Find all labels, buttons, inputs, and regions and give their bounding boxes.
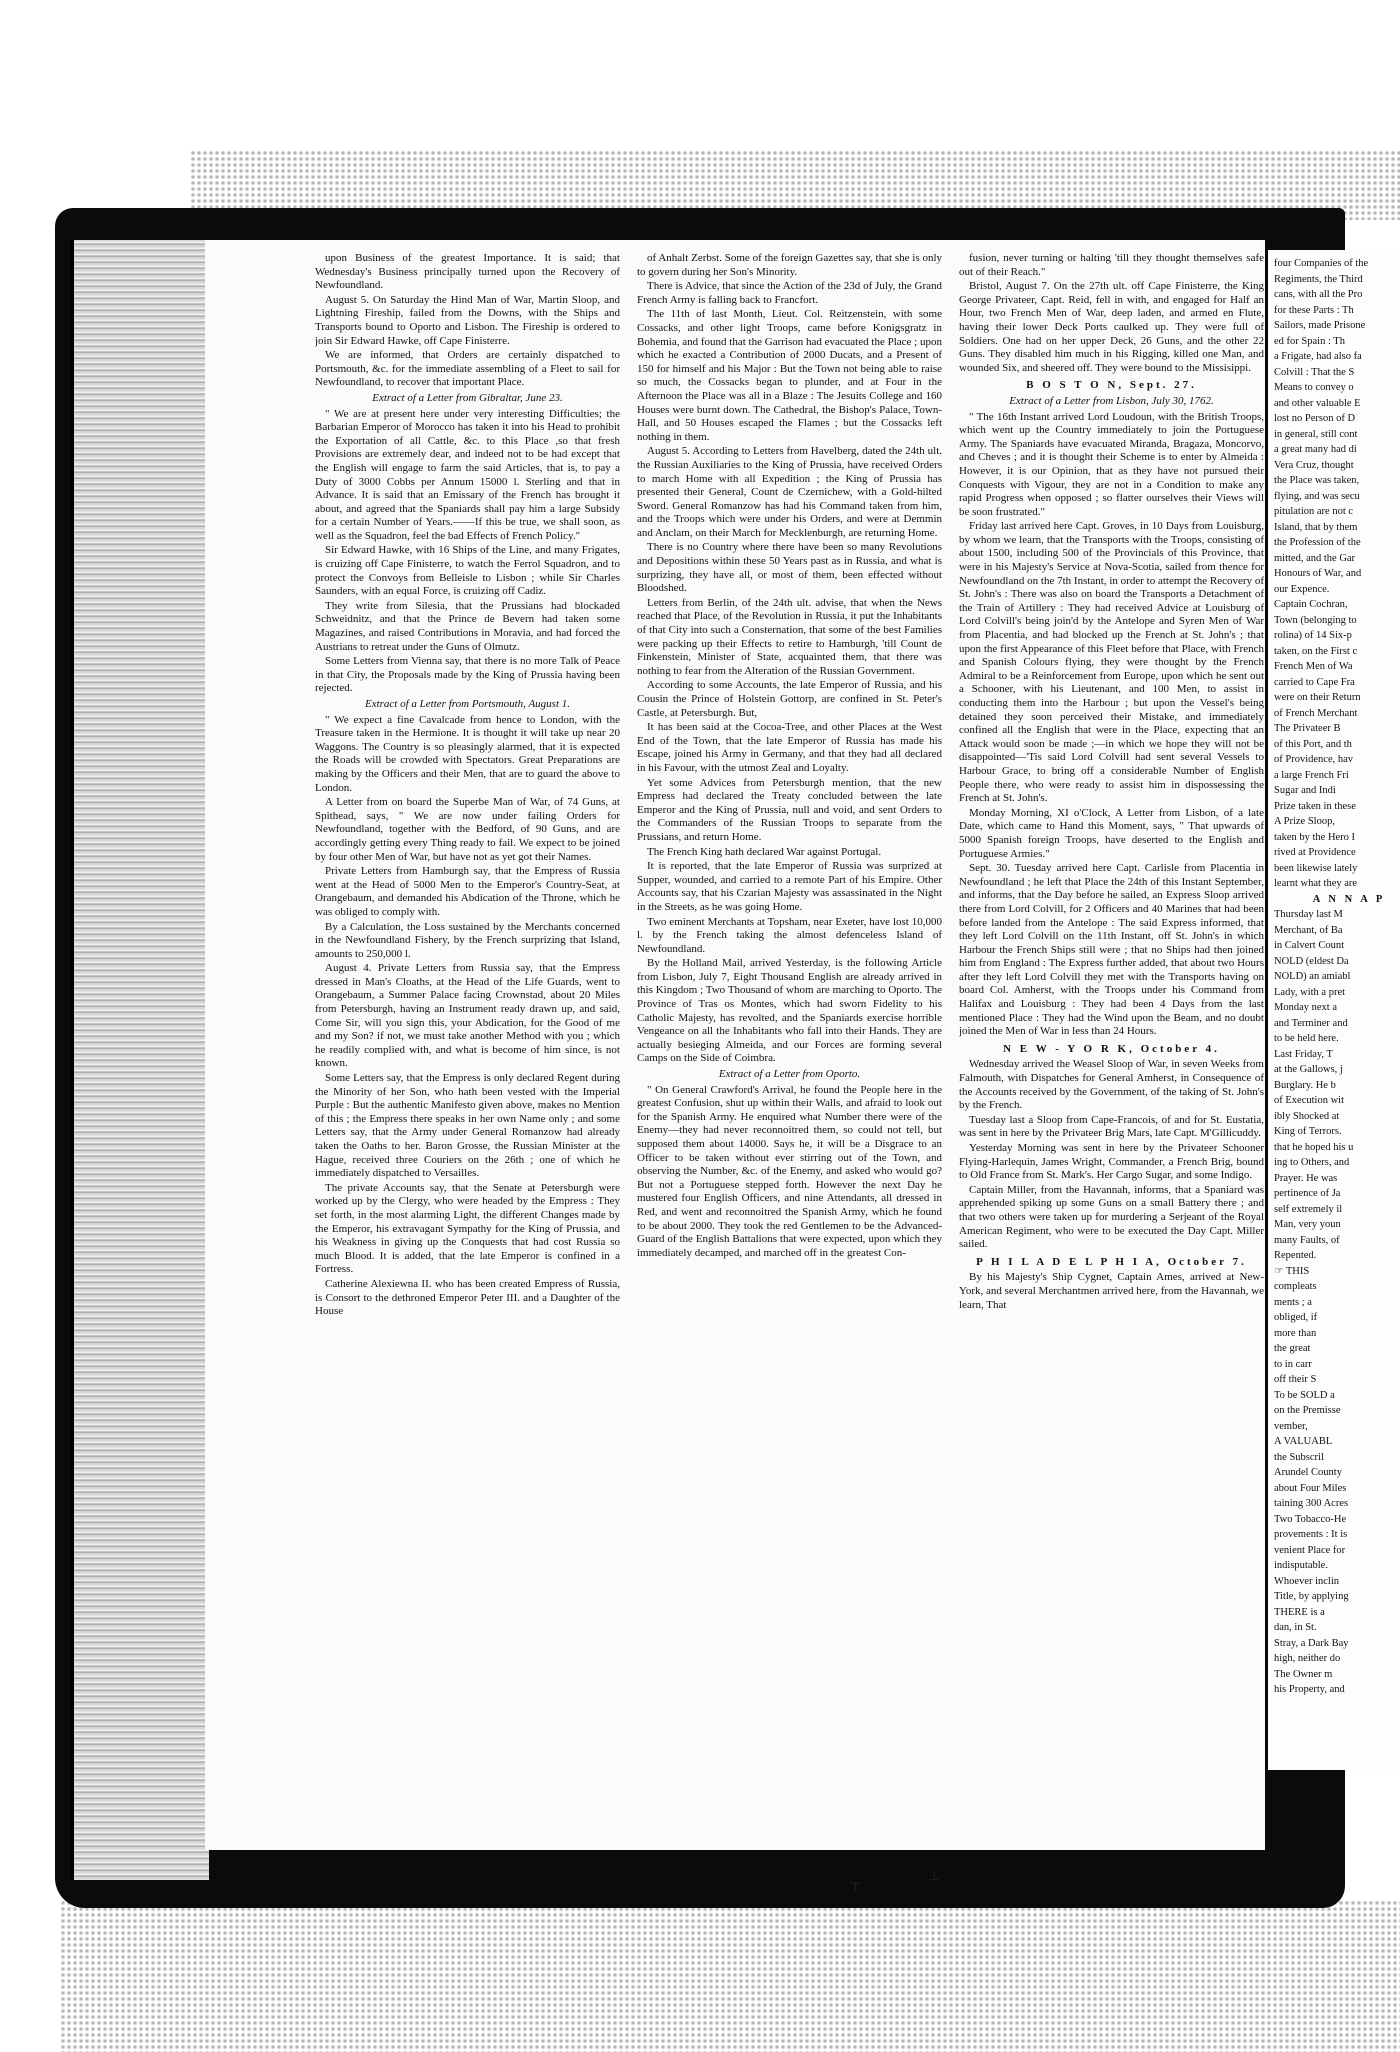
column4-paragraph: pertinence of Ja: [1274, 1188, 1341, 1199]
column4-paragraph: venient Place for: [1274, 1544, 1346, 1556]
column4-paragraph: NOLD) an amiabl: [1274, 971, 1351, 982]
column4-paragraph: provements : It is: [1274, 1529, 1348, 1540]
column4-paragraph: taken, on the First c: [1274, 645, 1358, 657]
column3-paragraph: Tuesday last a Sloop from Cape-Francois, of and for St. Eustatia, was sent in here by the Privateer Brig Mars, late Capt. M'Gillicuddy.: [959, 1113, 1264, 1140]
column2-paragraph: Two eminent Merchants at Topsham, near Exeter, have lost 10,000 l. by the French taking the almost defenceless Island of Newfoundland.: [637, 915, 942, 955]
column2-paragraph: There is Advice, that since the Action of the 23d of July, the Grand French Army is falling back to Francfort.: [637, 280, 942, 306]
column4-paragraph: Island, that by them: [1274, 521, 1358, 533]
column2-paragraph: According to some Accounts, the late Emperor of Russia, and his Cousin the Prince of Holstein Gottorp, are confined in St. Peter's Castle, at Petersburgh. But,: [637, 679, 942, 719]
column4-paragraph: Lady, with a pret: [1274, 986, 1346, 998]
column4-paragraph: pitulation are not c: [1274, 506, 1354, 517]
column1-paragraph: Extract of a Letter from Gibraltar, June 23.: [372, 391, 563, 404]
column2-paragraph: Yet some Advices from Petersburgh mention, that the new Empress had declared the Treaty concluded between the late Emperor and the King of Prussia, null and void, and sent Orders to the Commanders of the Russian Troops to separate from the Prussians, and return Home.: [637, 776, 942, 843]
column4-paragraph: and Terminer and: [1274, 1017, 1348, 1029]
column4-paragraph: been likewise lately: [1274, 862, 1358, 874]
column4-paragraph: in Calvert Count: [1274, 940, 1344, 951]
column4-paragraph: more than: [1274, 1327, 1317, 1339]
column4-paragraph: were on their Return: [1274, 692, 1361, 703]
column4-paragraph: the Place was taken,: [1274, 475, 1360, 486]
column4-paragraph: A N N A P: [1312, 893, 1386, 905]
column1-paragraph: Some Letters say, that the Empress is only declared Regent during the Minority of her Son, who hath been vested with the Imperial Purple : But the authentic Manifesto given above, makes no Mention of this ; the Empress there speaks in her own Name only ; and some Letters say, that the Army under General Romanzow had already taken the Oaths to her. Baron Grosse, the Russian Minister at the Hague, received three Couriers on the 26th ; one of which he immediately dispatched to Versailles.: [315, 1072, 620, 1180]
column4-paragraph: A VALUABL: [1274, 1436, 1333, 1447]
column1-paragraph: August 5. On Saturday the Hind Man of War, Martin Sloop, and Lightning Fireship, failed from the Downs, with the Ships and Transports bound to Oporto and Lisbon. The Fireship is ordered to join Sir Edward Hawke, off Cape Finisterre.: [315, 293, 620, 347]
column1-paragraph: Catherine Alexiewna II. who has been created Empress of Russia, is Consort to the dethroned Emperor Peter III. and a Daughter of the House: [315, 1277, 620, 1318]
column1-paragraph: By a Calculation, the Loss sustained by the Merchants concerned in the Newfoundland Fishery, by the French surprizing that Island, amounts to 250,000 l.: [315, 920, 620, 960]
column4-paragraph: taining 300 Acres: [1274, 1498, 1349, 1509]
column3-paragraph: B O S T O N, Sept. 27.: [1026, 379, 1197, 392]
column1-paragraph: A Letter from on board the Superbe Man of War, of 74 Guns, at Spithead, says, " We are now under failing Orders for Newfoundland, together with the Bedford, of 90 Guns, and are accordingly getting every Thing ready to fail. We expect to be joined by four other Men of War, but have not as yet got their Names.: [315, 796, 620, 863]
column4-paragraph: four Companies of the: [1274, 258, 1369, 269]
scan-noise-bottom: [60, 1900, 1400, 2052]
column4-paragraph: in general, still cont: [1274, 428, 1358, 440]
column4-paragraph: the Profession of the: [1274, 537, 1361, 548]
column4-paragraph: to in carr: [1274, 1358, 1312, 1370]
column4-paragraph: our Expence.: [1274, 583, 1330, 595]
column4-paragraph: on the Premisse: [1274, 1405, 1341, 1416]
column4-paragraph: cans, with all the Pro: [1274, 289, 1363, 300]
column1-paragraph: We are informed, that Orders are certainly dispatched to Portsmouth, &c. for the immediate assembling of a Fleet to sail for Newfoundland, to recover that important Place.: [315, 349, 620, 389]
column4-paragraph: for these Parts : Th: [1274, 304, 1354, 316]
column3-paragraph: Monday Morning, XI o'Clock, A Letter from Lisbon, of a late Date, which came to Hand this Moment, says, " That upwards of 5000 Spanish foreign Troops, have deserted to the English and Portuguese Armies.": [959, 806, 1264, 860]
column1-paragraph: Sir Edward Hawke, with 16 Ships of the Line, and many Frigates, is cruizing off Cape Finisterre, to watch the Ferrol Squadron, and to protect the Convoys from Belleisle to Lisbon ; while Sir Charles Saunders, with an equal Force, is cruizing off Cadiz.: [315, 544, 620, 598]
column3-paragraph: N E W - Y O R K, October 4.: [1003, 1042, 1220, 1055]
column4-paragraph: rolina) of 14 Six-p: [1274, 630, 1352, 641]
column3-paragraph: P H I L A D E L P H I A, October 7.: [976, 1255, 1247, 1268]
column3-paragraph: Extract of a Letter from Lisbon, July 30, 1762.: [1009, 394, 1214, 407]
column4-paragraph: that he hoped his u: [1274, 1141, 1354, 1153]
column4-paragraph: Sailors, made Prisone: [1274, 320, 1366, 331]
column4-paragraph: ☞ THIS: [1274, 1265, 1310, 1277]
column4-paragraph: To be SOLD a: [1274, 1389, 1335, 1401]
column4-paragraph: King of Terrors.: [1274, 1126, 1342, 1137]
column4-paragraph: Vera Cruz, thought: [1274, 459, 1354, 471]
column4-paragraph: Merchant, of Ba: [1274, 924, 1343, 936]
column4-paragraph: dan, in St.: [1274, 1622, 1317, 1633]
column4-paragraph: Captain Cochran,: [1274, 599, 1348, 610]
column4-paragraph: Title, by applying: [1274, 1591, 1349, 1602]
column4-paragraph: ibly Shocked at: [1274, 1110, 1340, 1122]
column4-paragraph: lost no Person of D: [1274, 413, 1356, 424]
column4-paragraph: obliged, if: [1274, 1312, 1318, 1323]
column2-paragraph: of Anhalt Zerbst. Some of the foreign Gazettes say, that she is only to govern during her Son's Minority.: [637, 252, 942, 278]
column4-paragraph: to be held here.: [1274, 1033, 1339, 1044]
column4-paragraph: about Four Miles: [1274, 1482, 1347, 1494]
column-2: [637, 252, 942, 1842]
column4-paragraph: NOLD (eldest Da: [1274, 955, 1349, 967]
page-edges: [70, 240, 209, 1880]
column4-paragraph: Means to convey o: [1274, 382, 1354, 393]
column4-paragraph: compleats: [1274, 1281, 1317, 1292]
column3-paragraph: Friday last arrived here Capt. Groves, in 10 Days from Louisburg, by whom we learn, that the Transports with the Troops, consisting of about 1500, including 500 of the Provincials of this Province, that were in his Majesty's Service at Nova-Scotia, sailed from thence for Newfoundland on the 7th Instant, in order to attempt the Recovery of St. John's : There was also on board the Transports a Detachment of the Train of Artillery : They had received Advice at Louisburg of Lord Colvill's being join'd by the Antelope and Syren Men of War from Placentia, and had blocked up the French at St. John's ; that upon the first Appearance of this Fleet before that Place, with French and Spanish Colours flying, they were thought by the French Admiral to be a Reinforcement from Europe, upon which he sent out a Schooner, with his Lieutenant, and 100 Men, to assist in conducting them into the Harbour ; but upon the Vessel's being detained they soon perceived their Mistake, and immediately confined all the English that were in the Place, expecting that an Attack would soon be made ;—in which we hope they will not be disappointed—'Tis said Lord Colvill had sent several Vessels to Harbour Grace, to bring off a considerable Number of English People there, who were ready to assist him in dispossessing the French at St. John's.: [959, 520, 1264, 805]
column1-paragraph: They write from Silesia, that the Prussians had blockaded Schweidnitz, and that the Prince de Bevern had taken some Magazines, and raised Contributions in Moravia, and had forced the Austrians to retreat under the Guns of Olmutz.: [315, 599, 620, 653]
column4-paragraph: Town (belonging to: [1274, 614, 1357, 626]
column4-paragraph: Arundel County: [1274, 1467, 1342, 1478]
column4-paragraph: at the Gallows, j: [1274, 1064, 1343, 1075]
column4-paragraph: a Frigate, had also fa: [1274, 351, 1362, 362]
column4-paragraph: French Men of Wa: [1274, 661, 1353, 672]
column4-paragraph: Colvill : That the S: [1274, 366, 1355, 378]
column3-paragraph: Bristol, August 7. On the 27th ult. off Cape Finisterre, the King George Privateer, Capt. Reid, fell in with, and engaged for Half an Hour, two French Men of War, deep laden, and armed en Flute, having their lower Deck Ports caulked up. They were full of Soldiers. One had on her upper Deck, 26 Guns, and the other 22 Guns. They disabled him much in his Rigging, killed one Man, and wounded Six, and sheered off. They were bound to the Missisippi.: [959, 280, 1264, 374]
column4-paragraph: and other valuable E: [1274, 397, 1361, 409]
column4-paragraph: of French Merchant: [1274, 707, 1358, 719]
column1-paragraph: Extract of a Letter from Portsmouth, August 1.: [364, 698, 571, 710]
column4-paragraph: of Execution wit: [1274, 1095, 1344, 1106]
column-1: [315, 252, 620, 1842]
column1-paragraph: Private Letters from Hamburgh say, that the Empress of Russia went at the Head of 5000 Men to the Emperor's Country-Seat, at Orangebaum, and demanded his Abdication of the Throne, which he was obliged to comply with.: [315, 865, 620, 918]
column4-paragraph: self extremely il: [1274, 1203, 1343, 1215]
column4-paragraph: many Faults, of: [1274, 1234, 1340, 1246]
column4-paragraph: high, neither do: [1274, 1653, 1341, 1664]
column2-paragraph: Letters from Berlin, of the 24th ult. advise, that when the News reached that Place, of the Revolution in Russia, it put the Inhabitants of that City into such a Consternation, that some of the best Families were packing up their Effects to retire to Hamburgh, 'till Count de Finkenstein, Minister of State, acquainted them, that there was nothing to fear from the Alteration of the Russian Government.: [637, 596, 942, 677]
column4-paragraph: Regiments, the Third: [1274, 273, 1363, 285]
column1-paragraph: Some Letters from Vienna say, that there is no more Talk of Peace in that City, the Proposals made by the King of Prussia having been rejected.: [315, 655, 620, 695]
column2-paragraph: August 5. According to Letters from Havelberg, dated the 24th ult. the Russian Auxiliaries to the King of Prussia, have received Orders to march Home with all Expedition ; the King of Prussia has presented their General, Count de Czernichew, with a Gold-hilted Sword. General Romanzow has had his Command taken from him, and the Troops which were under his Orders, and were at Demmin and Anclam, on their March for Mecklenburgh, are returning Home.: [637, 445, 942, 539]
column4-paragraph: of Providence, hav: [1274, 754, 1354, 765]
column2-paragraph: There is no Country where there have been so many Revolutions and Depositions within these 50 Years past as in Russia, and what is surprizing, they have all, or most of them, been effected without Bloodshed.: [637, 541, 942, 595]
column4-paragraph: Repented.: [1274, 1250, 1317, 1261]
column4-paragraph: ed for Spain : Th: [1274, 335, 1345, 347]
column4-paragraph: The Owner m: [1274, 1668, 1333, 1680]
column3-paragraph: fusion, never turning or halting 'till they thought themselves safe out of their Reach.": [959, 252, 1264, 278]
column2-paragraph: " On General Crawford's Arrival, he found the People here in the greatest Confusion, shut up within their Walls, and afraid to look out for the Spanish Army. He enquired what Number there were of the Enemy—they had never reconnoitred them, so could not tell, but supposed them about 14000. Says he, it will be a Disgrace to an Officer to be taken without ever stirring out of the Town, and observing the Number, &c. of the Enemy, and asked who would go? But not a Portuguese stepped forth. However the next Day he mustered four English Officers, and nine Attendants, all dressed in Red, and went and reconnoitred the Spanish Army, which he found to be about 2000. They took the red Gentlemen to be the Advanced-Guard of the English Battalions that were expected, upon which they immediately decamped, and marched off in the greatest Con-: [637, 1083, 942, 1259]
column-4-fragment: [1274, 256, 1400, 1766]
column2-paragraph: By the Holland Mail, arrived Yesterday, is the following Article from Lisbon, July 7, Eight Thousand English are already arrived in this Kingdom ; Two Thousand of whom are marching to Oporto. The Province of Tras os Montes, which had sworn Fidelity to his Catholic Majesty, has revolted, and the Spaniards exercise horrible Vengeance on all the Inhabitants who fall into their Hands. They are actually besieging Almeida, and our Forces are forming several Camps on the Side of Coimbra.: [637, 957, 942, 1065]
column3-paragraph: Wednesday arrived the Weasel Sloop of War, in seven Weeks from Falmouth, with Dispatches for General Amherst, in Consequence of the Accounts received by the Government, of the taking of St. John's by the French.: [959, 1058, 1264, 1112]
column4-paragraph: off their S: [1274, 1374, 1317, 1385]
column4-paragraph: Whoever inclin: [1274, 1575, 1340, 1587]
column3-paragraph: Sept. 30. Tuesday arrived here Capt. Carlisle from Placentia in Newfoundland ; he left that Place the 24th of this Instant September, and informs, that the Day before he sailed, an Express Sloop arrived there from Lord Colvill, for 2 Officers and 40 Marines that had been before landed from the Antelope : The said Express informed, that they left Lord Colvill on the 11th Instant, off St. John's in which Harbour the French Ships still were ; that no Ships had then joined him from England : The Express further added, that about two Hours after they left Lord Colvill they met with the Transports having on board Col. Amherst, with the Troops under his Command from Halifax and Louisburg : They had been 4 Days from the last mentioned Place : They had the Wind upon the Beam, and no doubt joined the Men of War in less than 24 Hours.: [959, 862, 1264, 1038]
column3-paragraph: Captain Miller, from the Havannah, informs, that a Spaniard was apprehended spiking up some Guns on a small Battery there ; and that two others were taken up for murdering a Serjeant of the Royal American Regiment, who were to be executed the Day Capt. Miller sailed.: [959, 1183, 1264, 1251]
column4-paragraph: Monday next a: [1274, 1002, 1337, 1013]
column4-paragraph: Man, very youn: [1274, 1219, 1341, 1230]
column2-paragraph: Extract of a Letter from Oporto.: [718, 1068, 861, 1081]
column4-paragraph: the great: [1274, 1343, 1311, 1354]
column4-paragraph: Stray, a Dark Bay: [1274, 1637, 1349, 1649]
newspaper-page: [205, 240, 1265, 1850]
column4-paragraph: indisputable.: [1274, 1560, 1328, 1571]
page-mark-right: ┴: [930, 1872, 939, 1886]
column4-paragraph: Honours of War, and: [1274, 568, 1362, 579]
column4-paragraph: a large French Fri: [1274, 769, 1349, 781]
column4-paragraph: of this Port, and th: [1274, 738, 1352, 750]
column4-paragraph: Last Friday, T: [1274, 1048, 1333, 1060]
column3-paragraph: Yesterday Morning was sent in here by the Privateer Schooner Flying-Harlequin, James Wright, Commander, a French Brig, bound to Old France from St. Mark's. Her Cargo Sugar, and some Indigo.: [959, 1142, 1264, 1182]
column1-paragraph: August 4. Private Letters from Russia say, that the Empress dressed in Man's Cloaths, at the Head of the Life Guards, went to Orangebaum, a Summer Palace facing Crownstad, about 20 Miles from Petersburgh, having an Instrument ready drawn up, and said, Come Sir, will you sign this, your Abdication, for the Good of me and my Son? if not, we must take another Method with you ; which he readily complied with, and what is become of him since, is not known.: [315, 962, 620, 1070]
column2-paragraph: It is reported, that the late Emperor of Russia was surprized at Supper, wounded, and carried to a remote Part of his Empire. Other Accounts say, that his Czarian Majesty was assassinated in the Night in the Streets, as he was going Home.: [637, 860, 942, 913]
column4-paragraph: THERE is a: [1274, 1606, 1325, 1618]
column4-paragraph: Prayer. He was: [1274, 1172, 1338, 1184]
column2-paragraph: The French King hath declared War against Portugal.: [647, 845, 882, 858]
column4-paragraph: The Privateer B: [1274, 723, 1341, 734]
column3-paragraph: By his Majesty's Ship Cygnet, Captain Ames, arrived at New-York, and several Merchantmen arrived here, from the Havannah, we learn, That: [959, 1271, 1264, 1311]
column4-paragraph: rived at Providence: [1274, 847, 1356, 858]
column2-paragraph: The 11th of last Month, Lieut. Col. Reitzenstein, with some Cossacks, and other light Troops, came before Konigsgratz in Bohemia, and found that the Garrison had evacuated the Place ; upon which he exacted a Contribution of 2000 Ducats, and a Present of 150 for himself and his Major : But the Town not being able to raise so much, the Cossacks began to plunder, and at Four in the Afternoon the Place was all in a Blaze : The Jesuits College and 160 Houses were burnt down. The Cathedral, the Bishop's Palace, Town-Hall, and 50 Houses escaped the Flames ; but the Cossacks left nothing in them.: [637, 308, 942, 443]
column4-paragraph: Prize taken in these: [1274, 800, 1356, 812]
column4-paragraph: ments ; a: [1274, 1296, 1312, 1308]
column4-paragraph: vember,: [1274, 1420, 1308, 1432]
column4-paragraph: taken by the Hero I: [1274, 831, 1356, 843]
column1-paragraph: upon Business of the greatest Importance. It is said; that Wednesday's Business principally turned upon the Recovery of Newfoundland.: [315, 252, 620, 292]
column4-paragraph: Two Tobacco-He: [1274, 1513, 1347, 1525]
column4-paragraph: flying, and was secu: [1274, 490, 1360, 502]
column4-paragraph: ing to Others, and: [1274, 1157, 1350, 1168]
column1-paragraph: " We are at present here under very interesting Difficulties; the Barbarian Emperor of Morocco has taken it into his Head to prohibit the Exportation of all Cattle, &c. to this Place ,so that fresh Provisions are extremely dear, and indeed not to be had except that the English will engage to farm the said Articles, that is, to pay a Duty of 3000 Cobbs per Annum 15000 l. Sterling and that in Advance. It is said that an Emissary of the French has brought it about, and agreed that the Spaniards shall pay him a large Subsidy for a certain Number of Years.——If this be true, we shall soon, as well as the Squadron, feel the bad Effects of French Policy.": [315, 407, 620, 542]
column4-paragraph: the Subscril: [1274, 1451, 1324, 1463]
column4-paragraph: mitted, and the Gar: [1274, 552, 1356, 564]
column4-paragraph: learnt what they are: [1274, 878, 1358, 889]
column4-paragraph: a great many had di: [1274, 444, 1357, 455]
column2-paragraph: It has been said at the Cocoa-Tree, and other Places at the West End of the Town, that the late Emperor of Russia has made his Escape, joined his Army in Germany, and that they had all declared in his Favour, with the utmost Zeal and Loyalty.: [637, 721, 942, 774]
column4-paragraph: Thursday last M: [1274, 909, 1343, 920]
column1-paragraph: " We expect a fine Cavalcade from hence to London, with the Treasure taken in the Hermione. It is thought it will take up near 20 Waggons. The Country is so pleasingly alarmed, that it is expected the Roads will be crowded with Spectators. Great Preparations are making by the Officers and their Men, that are to guard the above to London.: [315, 713, 620, 794]
column4-paragraph: Burglary. He b: [1274, 1079, 1336, 1091]
column4-paragraph: his Property, and: [1274, 1684, 1345, 1695]
column3-paragraph: " The 16th Instant arrived Lord Loudoun, with the British Troops, which went up the Country immediately to join the Portuguese Army. The Spaniards have evacuated Miranda, Bragaza, Moncorvo, and Cheves ; and it is thought their Scheme is to enter by Almeida : However, it is our Opinion, that as they have not pursued their Conquests with Vigour, they are not in a Condition to make any rapid Progress when opposed ; so flatter ourselves their Views will be soon frustrated.": [959, 410, 1264, 518]
column-3: [959, 252, 1264, 1842]
page-mark-left: ⊤: [850, 1880, 862, 1894]
column4-paragraph: A Prize Sloop,: [1274, 816, 1335, 827]
column4-paragraph: carried to Cape Fra: [1274, 676, 1355, 688]
column4-paragraph: Sugar and Indi: [1274, 785, 1336, 796]
column1-paragraph: The private Accounts say, that the Senate at Petersburgh were worked up by the Clergy, who were headed by the Empress : They set forth, in the most alarming Light, the different Changes made by the Emperor, his extravagant Sympathy for the King of Prussia, and his Weakness in giving up the Conquests that had cost Russia so much Blood. It is added, that the late Emperor is confined in a Fortress.: [315, 1181, 620, 1276]
adjacent-page-fragment: [1268, 250, 1400, 1770]
